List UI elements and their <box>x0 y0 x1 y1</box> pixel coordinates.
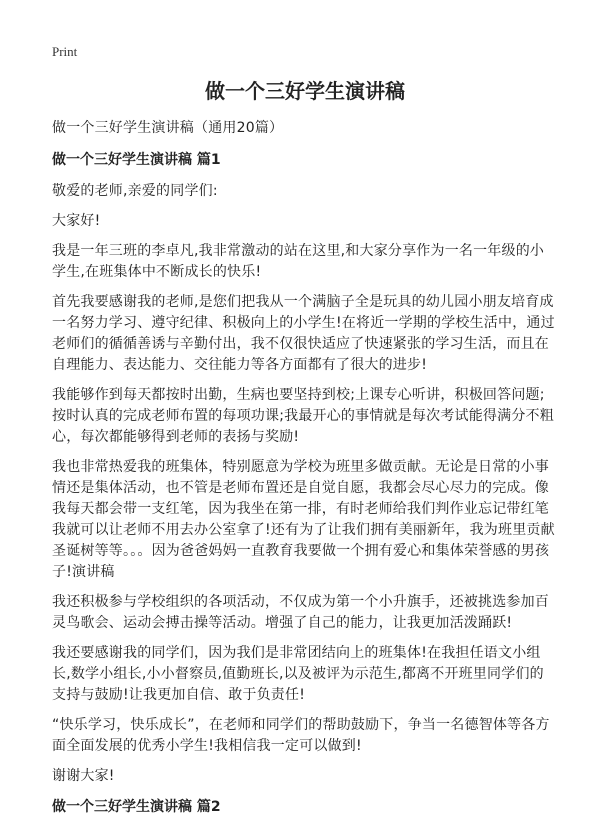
paragraph: 我也非常热爱我的班集体，特别愿意为学校为班里多做贡献。无论是日常的小事情还是集体活动，也不管是老师布置还是自觉自愿，我都会尽心尽力的完成。像我每天都会带一支红笔，因为我坐在第一排，有时老师给我们判作业忘记带红笔我就可以让老师不用去办公室拿了!还有为了让我们拥有美丽新年，我为班里贡献圣诞树等等。。。因为爸爸妈妈一直教育我要做一个拥有爱心和集体荣誉感的男孩子!演讲稿 <box>52 459 555 580</box>
subtitle: 做一个三好学生演讲稿（通用20篇） <box>52 120 284 136</box>
section-heading-1: 做一个三好学生演讲稿 篇1 <box>52 152 221 168</box>
paragraph: 谢谢大家! <box>52 768 115 784</box>
page-title: 做一个三好学生演讲稿 <box>205 79 405 103</box>
paragraph: 敬爱的老师,亲爱的同学们: <box>52 183 218 199</box>
paragraph: 我是一年三班的李卓凡,我非常激动的站在这里,和大家分享作为一名一年级的小学生,在班集体中不断成长的快乐! <box>52 243 545 280</box>
paragraph: 我还要感谢我的同学们，因为我们是非常团结向上的班集体!在我担任语文小组长,数学小组长,小小督察员,值勤班长,以及被评为示范生,都离不开班里同学们的支持与鼓励!让我更加自信、敢于负责任! <box>52 645 544 703</box>
paragraph: 我能够作到每天都按时出勤，生病也要坚持到校;上课专心听讲，积极回答问题;按时认真的完成老师布置的每项功课;我最开心的事情就是每次考试能得满分不粗心，每次都能够得到老师的表扬与奖励! <box>52 387 554 445</box>
paragraph: 我还积极参与学校组织的各项活动，不仅成为第一个小升旗手，还被挑选参加百灵鸟歌会、运动会搏击操等活动。增强了自己的能力，让我更加活泼踊跃! <box>52 594 549 631</box>
paragraph: “快乐学习，快乐成长”，在老师和同学们的帮助鼓励下，争当一名德智体等各方面全面发展的优秀小学生!我相信我一定可以做到! <box>52 717 550 754</box>
paragraph: 首先我要感谢我的老师,是您们把我从一个满脑子全是玩具的幼儿园小朋友培育成一名努力学习、遵守纪律、积极向上的小学生!在将近一学期的学校生活中，通过老师们的循循善诱与辛勤付出，我不仅很快适应了快速紧张的学习生活，而且在自理能力、表达能力、交往能力等各方面都有了很大的进步! <box>52 294 555 373</box>
section-heading-2: 做一个三好学生演讲稿 篇2 <box>52 799 221 815</box>
print-link[interactable]: Print <box>52 44 78 59</box>
paragraph: 大家好! <box>52 213 101 229</box>
